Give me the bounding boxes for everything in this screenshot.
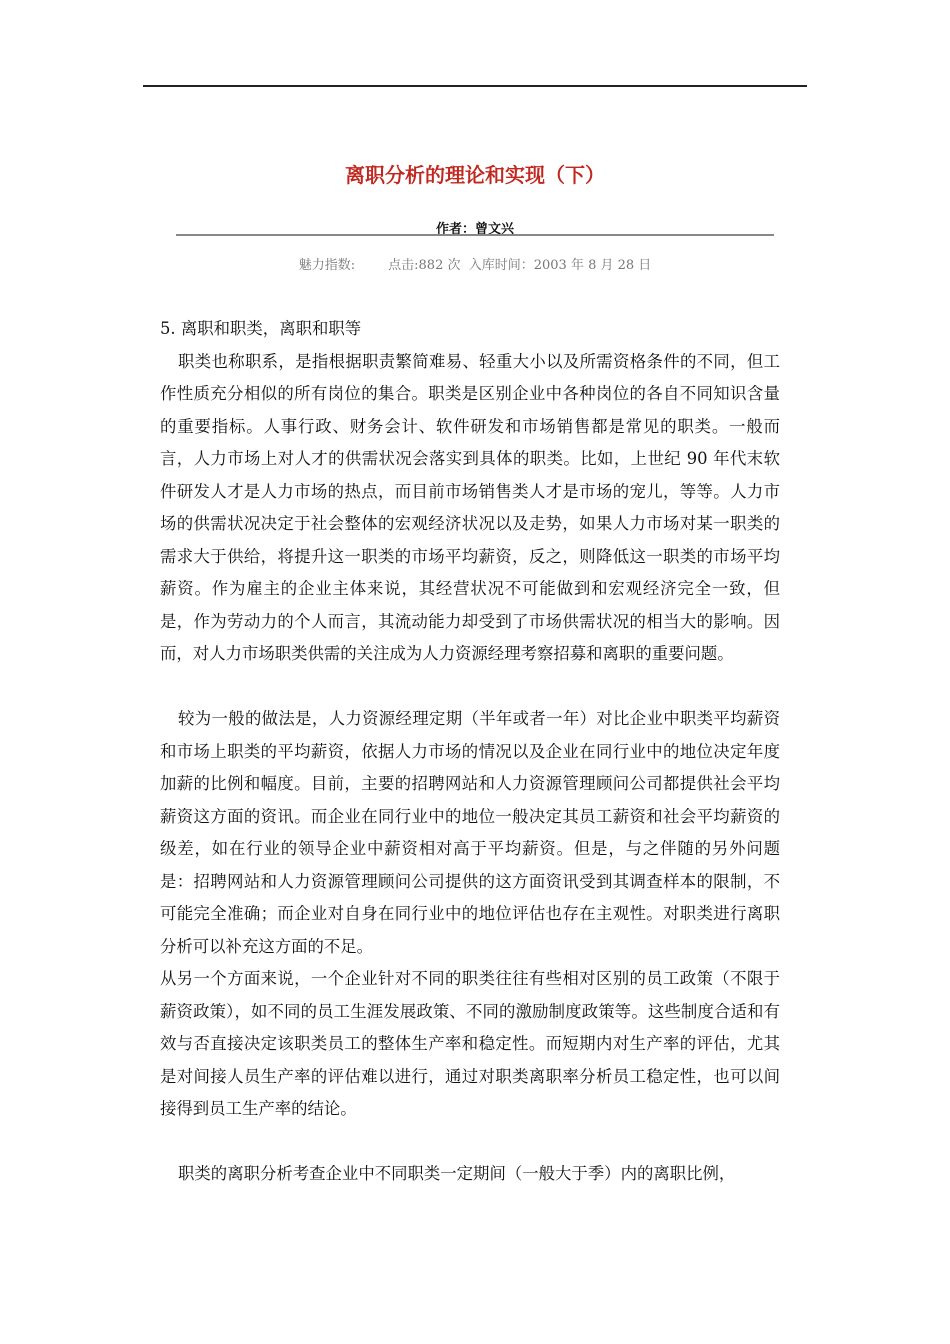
article-meta: 魅力指数: 点击:882 次 入库时间：2003 年 8 月 28 日 bbox=[298, 258, 652, 273]
article-author: 作者：曾文兴 bbox=[435, 222, 514, 237]
paragraph-2: 较为一般的做法是，人力资源经理定期（半年或者一年）对比企业中职类平均薪资和市场上职类的平均薪资，依据人力市场的情况以及企业在同行业中的地位决定年度加薪的比例和幅度。目前，主要的招聘网站和人力资源管理顾问公司都提供社会平均薪资这方面的资讯。而企业在同行业中的地位一般决定其员工薪资和社会平均薪资的级差，如在行业的领导企业中薪资相对高于平均薪资。但是，与之伴随的另外问题是：招聘网站和人力资源管理顾问公司提供的这方面资讯受到其调查样本的限制，不可能完全准确；而企业对自身在同行业中的地位评估也存在主观性。对职类进行离职分析可以补充这方面的不足。 bbox=[160, 709, 780, 956]
paragraph-1: 职类也称职系，是指根据职责繁简难易、轻重大小以及所需资格条件的不同，但工作性质充分相似的所有岗位的集合。职类是区别企业中各种岗位的各自不同知识含量的重要指标。人事行政、财务会计、软件研发和市场销售都是常见的职类。一般而言，人力市场上对人才的供需状况会落实到具体的职类。比如，上世纪 90 年代末软件研发人才是人力市场的热点，而目前市场销售类人才是市场的宠儿，等等。人力市场的供需状况决定于社会整体的宏观经济状况以及走势，如果人力市场对某一职类的需求大于供给，将提升这一职类的市场平均薪资，反之，则降低这一职类的市场平均薪资。作为雇主的企业主体来说，其经营状况不可能做到和宏观经济完全一致，但是，作为劳动力的个人而言，其流动能力却受到了市场供需状况的相当大的影响。因而，对人力市场职类供需的关注成为人力资源经理考察招募和离职的重要问题。 bbox=[160, 351, 780, 663]
paragraph-4: 职类的离职分析考查企业中不同职类一定期间（一般大于季）内的离职比例， bbox=[178, 1164, 736, 1183]
article-title: 离职分析的理论和实现（下） bbox=[345, 163, 605, 187]
author-rule bbox=[176, 234, 774, 236]
top-rule bbox=[143, 85, 807, 87]
paragraph-gap bbox=[160, 671, 780, 704]
paragraph-gap bbox=[160, 1126, 780, 1159]
article-body bbox=[160, 313, 780, 1191]
section-heading: 5. 离职和职类，离职和职等 bbox=[160, 319, 362, 338]
paragraph-3: 从另一个方面来说，一个企业针对不同的职类往往有些相对区别的员工政策（不限于薪资政策），如不同的员工生涯发展政策、不同的激励制度政策等。这些制度合适和有效与否直接决定该职类员工的整体生产率和稳定性。而短期内对生产率的评估，尤其是对间接人员生产率的评估难以进行，通过对职类离职率分析员工稳定性，也可以间接得到员工生产率的结论。 bbox=[160, 969, 780, 1118]
